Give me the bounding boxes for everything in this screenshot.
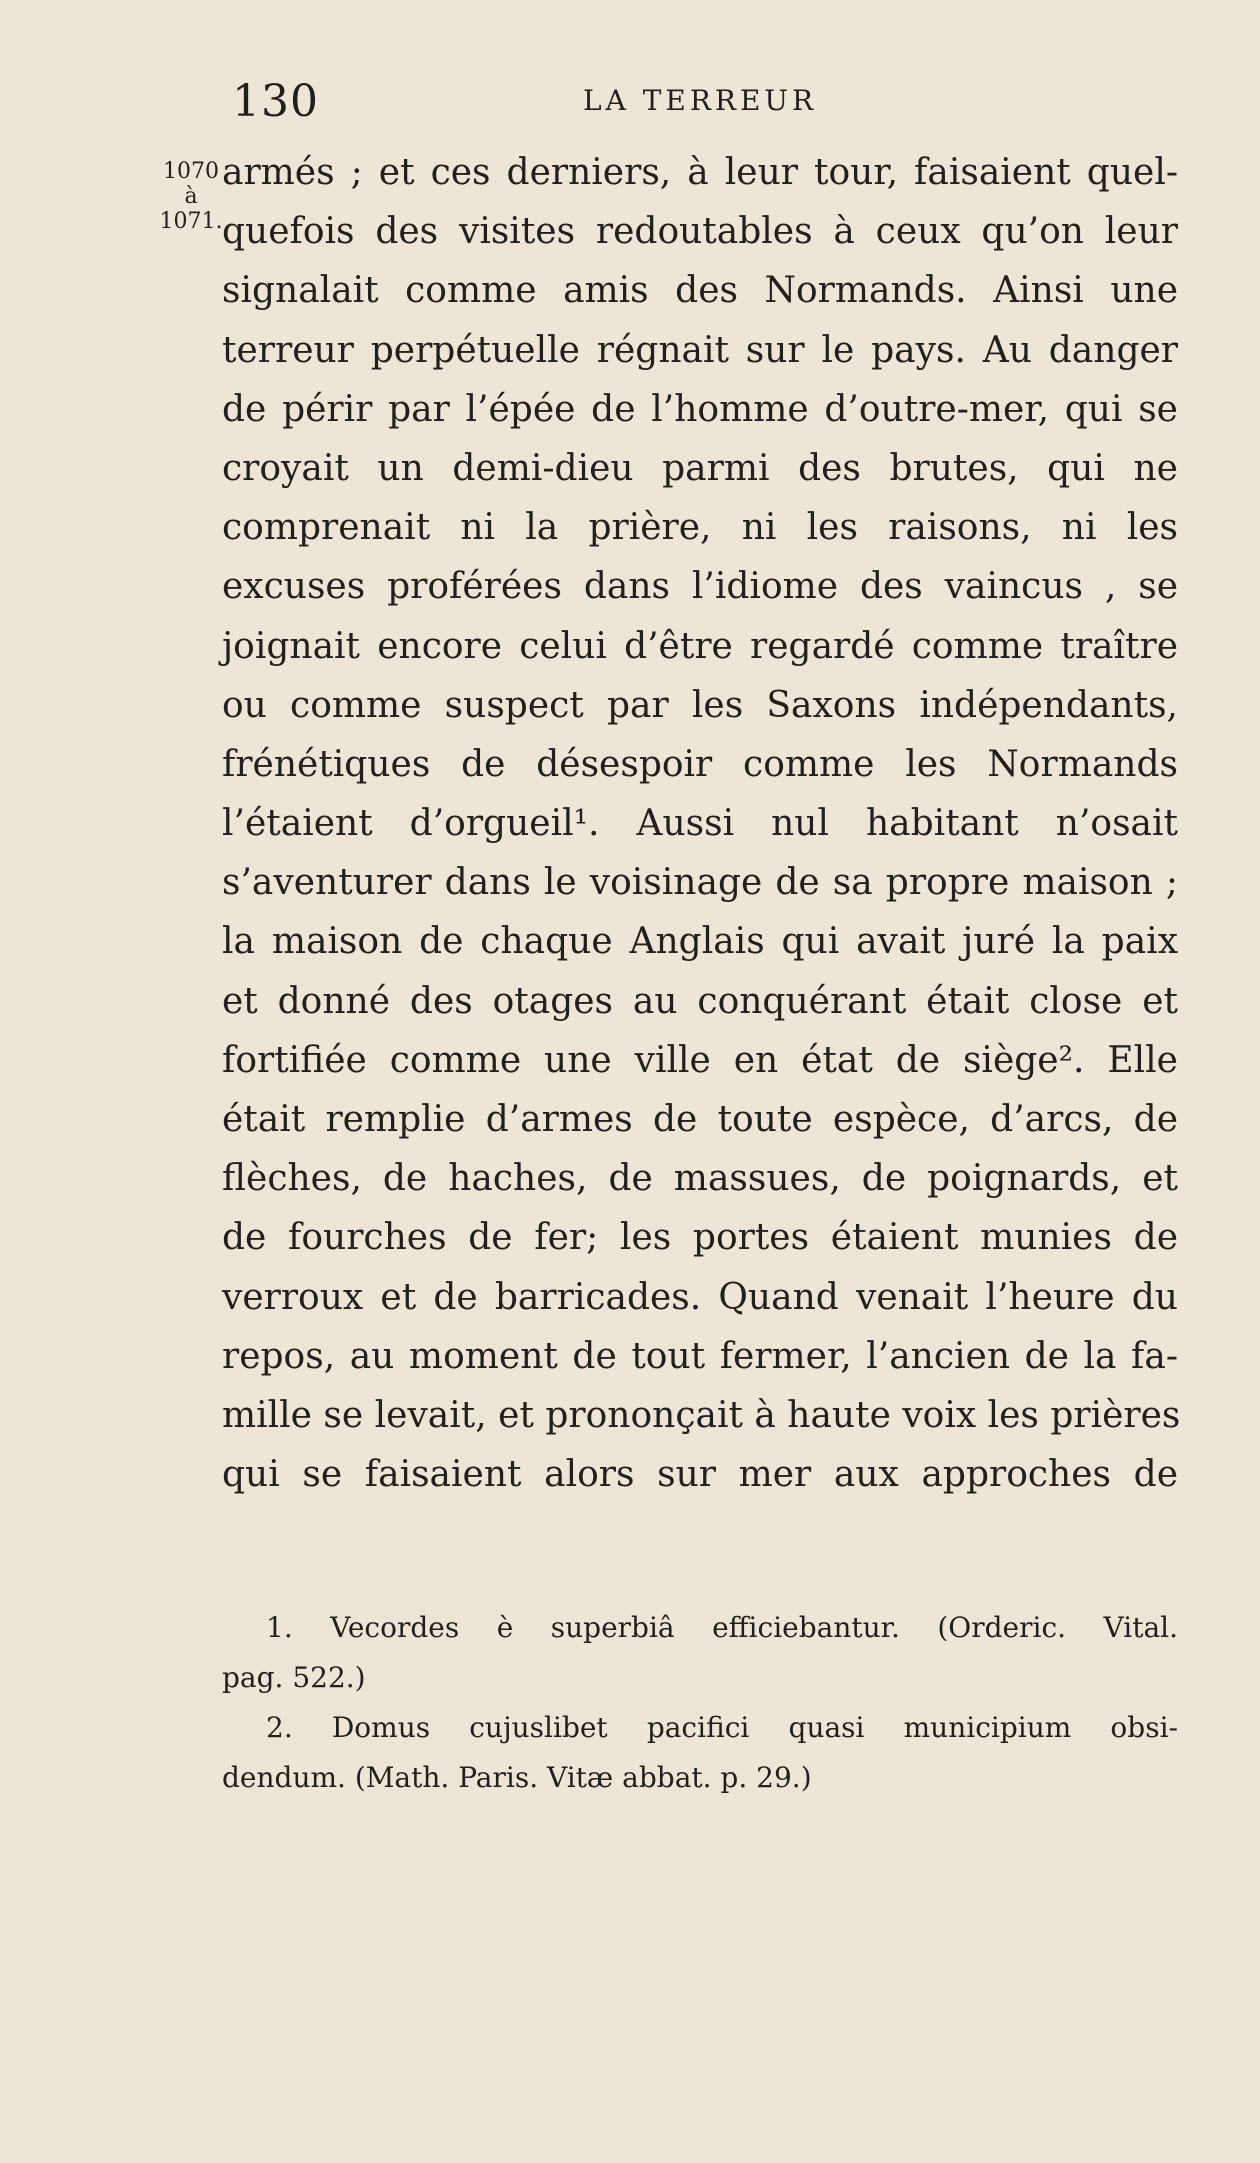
text-line: frénétiques de désespoir comme les Normands: [222, 743, 1178, 785]
page-number: 130: [232, 76, 319, 127]
text-line: quefois des visites redoutables à ceux qu’on leur: [222, 211, 1178, 253]
text-line: repos, au moment de tout fermer, l’ancien de la fa-: [222, 1335, 1178, 1377]
text-line: croyait un demi-dieu parmi des brutes, qui ne: [222, 447, 1178, 489]
text-line: était remplie d’armes de toute espèce, d’arcs, de: [222, 1099, 1178, 1140]
margin-year-to: 1071.: [159, 209, 223, 234]
text-line: flèches, de haches, de massues, de poignards, et: [222, 1158, 1178, 1200]
text-line: ou comme suspect par les Saxons indépendants,: [222, 684, 1178, 726]
margin-connector: à: [184, 184, 198, 209]
footnote-2-line-2: dendum. (Math. Paris. Vitæ abbat. p. 29.): [222, 1761, 812, 1794]
text-line: s’aventurer dans le voisinage de sa propre maison ;: [222, 862, 1178, 904]
text-line: la maison de chaque Anglais qui avait juré la paix: [222, 921, 1178, 963]
text-line: de fourches de fer; les portes étaient munies de: [222, 1217, 1178, 1259]
footnotes: [222, 1603, 1178, 1803]
text-line: signalait comme amis des Normands. Ainsi une: [222, 270, 1178, 312]
body-text: [222, 143, 1181, 1504]
text-line: terreur perpétuelle régnait sur le pays. Au danger: [222, 329, 1178, 371]
footnote-2-line-1: 2. Domus cujuslibet pacifici quasi municipium obsi-: [266, 1711, 1178, 1744]
text-line: et donné des otages au conquérant était close et: [222, 980, 1178, 1022]
text-line: comprenait ni la prière, ni les raisons, ni les: [222, 507, 1178, 549]
text-line: armés ; et ces derniers, à leur tour, faisaient quel-: [222, 152, 1178, 193]
text-line: de périr par l’épée de l’homme d’outre-mer, qui se: [222, 388, 1178, 430]
margin-year-from: 1070: [163, 159, 219, 184]
text-line: excuses proférées dans l’idiome des vaincus , se: [222, 566, 1178, 608]
running-title: LA TERREUR: [583, 84, 818, 117]
text-line: fortifiée comme une ville en état de siège². Elle: [222, 1039, 1178, 1081]
text-line: l’étaient d’orgueil¹. Aussi nul habitant n’osait: [222, 803, 1178, 845]
text-line: qui se faisaient alors sur mer aux approches de: [222, 1454, 1178, 1496]
text-line: mille se levait, et prononçait à haute voix les prières: [222, 1394, 1181, 1436]
footnote-1-line-2: pag. 522.): [222, 1661, 366, 1694]
text-line: joignait encore celui d’être regardé comme traître: [222, 625, 1178, 667]
text-line: verroux et de barricades. Quand venait l’heure du: [222, 1276, 1178, 1318]
footnote-1-line-1: 1. Vecordes è superbiâ efficiebantur. (Orderic. Vital.: [266, 1611, 1178, 1644]
